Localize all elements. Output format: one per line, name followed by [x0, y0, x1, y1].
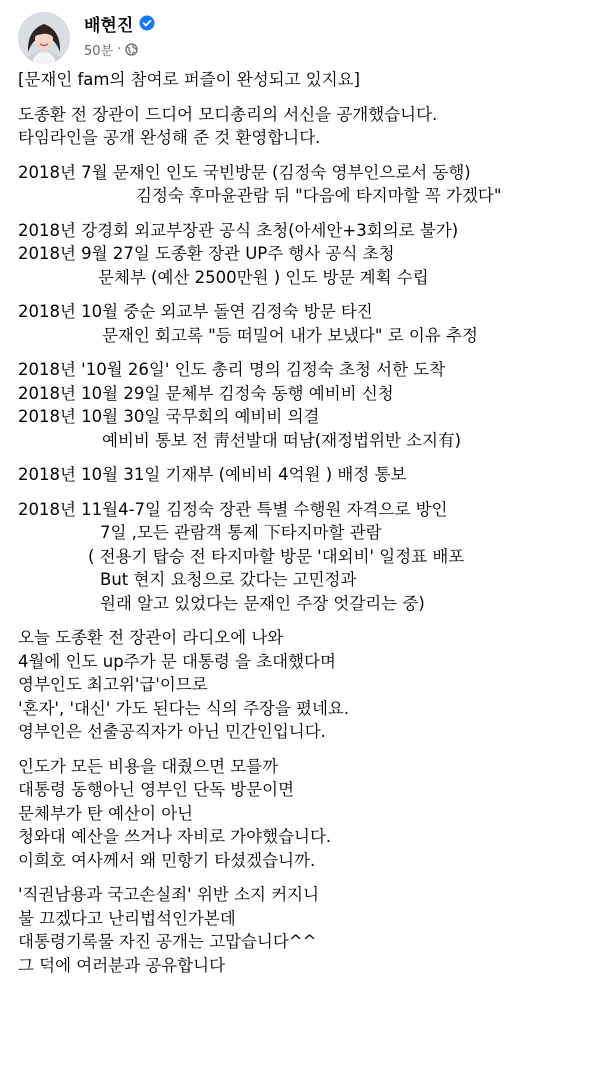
text-line: 청와대 예산을 쓰거나 자비로 가야했습니다. [18, 827, 332, 846]
text-line: 2018년 10월 29일 문체부 김정숙 동행 예비비 신청 [18, 383, 394, 403]
text-line: [문재인 fam의 참여로 퍼즐이 완성되고 있지요] [18, 70, 361, 89]
text-line: 2018년 '10월 26일' 인도 총리 명의 김정숙 초청 서한 도착 [18, 360, 446, 379]
post-paragraph-8 [18, 498, 594, 616]
post-paragraph-10 [18, 755, 594, 873]
author-name[interactable]: 배현진 [84, 15, 134, 36]
post-paragraph-7 [18, 463, 594, 487]
text-line: 원래 알고 있었다는 문재인 주장 엇갈리는 중) [100, 593, 425, 613]
post-paragraph-1 [18, 68, 594, 92]
post-header [18, 10, 588, 64]
meta-separator: · [117, 41, 122, 57]
post-meta [84, 38, 155, 60]
post-paragraph-2 [18, 103, 594, 150]
text-line: 4월에 인도 up주가 문 대통령 을 초대했다며 [18, 651, 336, 671]
text-line: 인도가 모든 비용을 대줬으면 모를까 [18, 756, 279, 776]
text-line: 도종환 전 장관이 드디어 모디총리의 서신을 공개했습니다. [18, 104, 438, 124]
text-line: 2018년 7월 문재인 인도 국빈방문 (김정숙 영부인으로서 동행) [18, 162, 471, 182]
text-line: 문재인 회고록 "등 떠밀어 내가 보냈다" 로 이유 추정 [102, 325, 478, 345]
text-line: '직권남용과 국고손실죄' 위반 소지 커지니 [18, 885, 320, 904]
author-block [84, 10, 155, 60]
text-line: '혼자', '대신' 가도 된다는 식의 주장을 폈네요. [18, 698, 350, 718]
post-paragraph-9 [18, 626, 594, 744]
post-paragraph-6 [18, 358, 594, 452]
text-line: 대통령기록물 자진 공개는 고맙습니다^^ [18, 932, 317, 951]
text-line: But 현지 요청으로 갔다는 고민정과 [100, 570, 357, 589]
text-line: 문체부가 탄 예산이 아닌 [18, 803, 194, 823]
text-line: 2018년 9월 27일 도종환 장관 UP주 행사 공식 초청 [18, 244, 395, 263]
avatar[interactable] [18, 12, 70, 64]
post-paragraph-3 [18, 161, 594, 208]
text-line: 대통령 동행아닌 영부인 단독 방문이면 [18, 780, 295, 799]
text-line: 문체부 (예산 2500만원 ) 인도 방문 계획 수립 [98, 267, 429, 287]
text-line: 오늘 도종환 전 장관이 라디오에 나와 [18, 628, 284, 647]
text-line: 김정숙 후마윤관람 뒤 "다음에 타지마할 꼭 가겠다" [136, 186, 502, 205]
text-line: 예비비 통보 전 靑선발대 떠남(재정법위반 소지有) [102, 430, 462, 450]
text-line: ( 전용기 탑승 전 타지마할 방문 '대외비' 일정표 배포 [88, 546, 465, 566]
post-paragraph-4 [18, 219, 594, 290]
verified-badge-icon [139, 15, 155, 31]
author-row [84, 10, 155, 36]
text-line: 2018년 10월 31일 기재부 (예비비 4억원 ) 배정 통보 [18, 465, 407, 484]
text-line: 영부인은 선출공직자가 아닌 민간인입니다. [18, 722, 326, 741]
post-body [18, 68, 594, 988]
globe-icon[interactable] [125, 43, 138, 56]
text-line: 영부인도 최고위'급'이므로 [18, 675, 208, 694]
text-line: 2018년 10월 30일 국무회의 예비비 의결 [18, 407, 320, 426]
post-timestamp[interactable]: 50분 [84, 43, 114, 59]
text-line: 이희호 여사께서 왜 민항기 타셨겠습니까. [18, 850, 316, 870]
post-paragraph-5 [18, 300, 594, 347]
text-line: 7일 ,모든 관람객 통제 下타지마할 관람 [100, 523, 382, 542]
text-line: 불 끄겠다고 난리법석인가본데 [18, 908, 236, 928]
profile-photo [18, 12, 70, 64]
post-paragraph-11 [18, 883, 594, 977]
text-line: 2018년 10월 중순 외교부 돌연 김정숙 방문 타진 [18, 302, 373, 321]
text-line: 2018년 강경회 외교부장관 공식 초청(아세안+3회의로 불가) [18, 220, 459, 240]
text-line: 타임라인을 공개 완성해 준 것 환영합니다. [18, 128, 321, 147]
text-line: 2018년 11월4-7일 김정숙 장관 특별 수행원 자격으로 방인 [18, 499, 448, 519]
text-line: 그 덕에 여러분과 공유합니다 [18, 955, 226, 975]
